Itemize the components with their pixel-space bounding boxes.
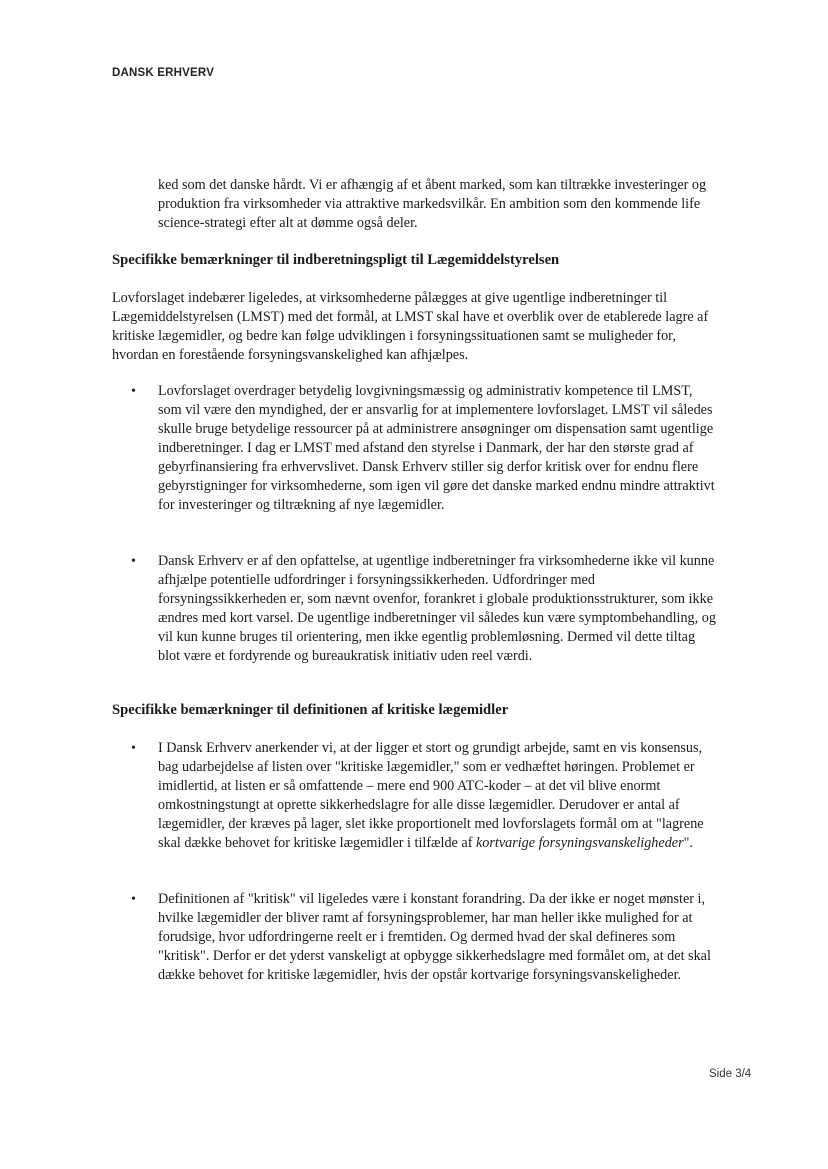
bullet-lmst-kompetence: Lovforslaget overdrager betydelig lovgivningsmæssig og administrativ kompetence til LMST, som vil være den myndighed, der er ansvarlig for at implementere lovforslaget. LMST vil således skulle bruge betydelige ressourcer på at administrere ansøgninger om dispensation samt ugentlige indberetninger. I dag er LMST med afstand den styrelse i Danmark, der har den største grad af gebyrfinansiering fra erhvervslivet. Dansk Erhverv stiller sig derfor kritisk over for endnu flere gebyrstigninger for virksomhederne, som igen vil gøre det danske marked endnu mindre attraktivt for investeringer og tiltrækning af nye lægemidler. — [158, 383, 715, 513]
bullet-marker: • — [131, 741, 136, 756]
bullet-marker: • — [131, 384, 136, 399]
organization-header: DANSK ERHVERV — [112, 67, 215, 79]
section-heading-indberetning: Specifikke bemærkninger til indberetningspligt til Lægemiddelstyrelsen — [112, 252, 560, 268]
intro-paragraph: Lovforslaget indebærer ligeledes, at virksomhederne pålægges at give ugentlige indberetninger til Lægemiddelstyrelsen (LMST) med det formål, at LMST skal have et overblik over de etablerede lagre af kritiske lægemidler, og bedre kan følge udviklingen i forsyningssituationen samt se muligheder for, hvordan en forestående forsyningsvanskelighed kan afhjælpes. — [112, 290, 709, 363]
bullet-ugentlige-indberetninger: Dansk Erhverv er af den opfattelse, at ugentlige indberetninger fra virksomhederne ikke vil kunne afhjælpe potentielle udfordringer i forsyningssikkerheden. Udfordringer med forsyningssikkerheden er, som nævnt ovenfor, forankret i globale produktionsstrukturer, som ikke ændres med kort varsel. De ugentlige indberetninger vil således kun være symptombehandling, og vil kun kunne bruges til orientering, men ikke egentlig problemløsning. Dermed vil dette tiltag blot være et fordyrende og bureaukratisk initiativ uden reel værdi. — [158, 553, 716, 664]
bullet-marker: • — [131, 554, 136, 569]
bullet-kritiske-liste-end: ". — [683, 835, 693, 851]
continuation-paragraph: ked som det danske hårdt. Vi er afhængig af et åbent marked, som kan tiltrække investeringer og produktion fra virksomheder via attraktive markedsvilkår. En ambition som den kommende life science-strategi efter alt at dømme også deler. — [158, 177, 707, 231]
bullet-definition-kritisk: Definitionen af "kritisk" vil ligeledes være i konstant forandring. Da der ikke er noget mønster i, hvilke lægemidler der bliver ramt af forsyningsproblemer, har man heller ikke mulighed for at forudsige, hvor udfordringerne reelt er i fremtiden. Og dermed hvad der skal defineres som "kritisk". Derfor er det yderst vanskeligt at opbygge sikkerhedslagre med formålet om, at det skal dække behovet for kritiske lægemidler, hvis der opstår kortvarige forsyningsvanskeligheder. — [158, 891, 711, 983]
bullet-kritiske-liste-italic: kortvarige forsyningsvanskeligheder — [475, 835, 684, 851]
section-heading-definition: Specifikke bemærkninger til definitionen af kritiske lægemidler — [112, 702, 509, 718]
bullet-kritiske-liste-text: I Dansk Erhverv anerkender vi, at der ligger et stort og grundigt arbejde, samt en vis konsensus, bag udarbejdelse af listen over "kritiske lægemidler," som er vedhæftet høringen. Problemet er imidlertid, at listen er så omfattende – mere end 900 ATC-koder – at det vil blive enormt omkostningstungt at oprette sikkerhedslagre for alle disse lægemidler. Derudover er antal af lægemidler, der kræves på lager, slet ikke proportionelt med lovforslagets formål om at "lagrene skal dække behovet for kritiske lægemidler i tilfælde af — [158, 740, 704, 851]
bullet-kritiske-liste — [158, 739, 719, 853]
page-number: Side 3/4 — [709, 1068, 752, 1080]
bullet-marker: • — [131, 892, 136, 907]
